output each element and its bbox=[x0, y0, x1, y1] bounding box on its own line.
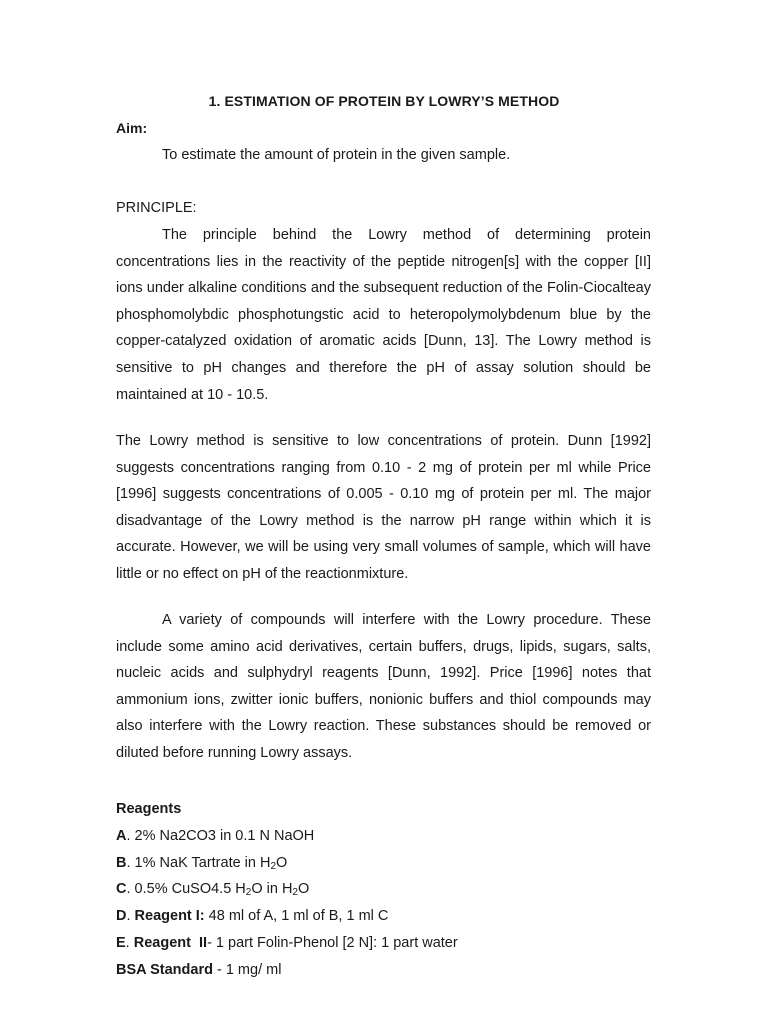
reagent-c-subscript-2: 2 bbox=[292, 887, 298, 899]
bsa-standard-label: BSA Standard bbox=[116, 961, 213, 978]
reagent-a-text: . 2% Na2CO3 in 0.1 N NaOH bbox=[126, 827, 315, 844]
reagent-a-label: A bbox=[116, 827, 127, 844]
reagent-e bbox=[116, 930, 651, 957]
reagent-d-name: Reagent I: bbox=[134, 908, 205, 925]
reagent-b bbox=[116, 850, 651, 877]
reagent-c bbox=[116, 876, 651, 903]
principle-paragraph-3 bbox=[116, 607, 651, 767]
principle-paragraph-2 bbox=[116, 428, 651, 588]
reagent-b-subscript: 2 bbox=[270, 860, 277, 872]
reagent-d-label: D bbox=[116, 908, 127, 925]
document-title: 1. ESTIMATION OF PROTEIN BY LOWRY’S METHOD bbox=[208, 93, 560, 109]
reagent-c-text: . 0.5% CuSO4.5 H bbox=[126, 881, 246, 898]
principle-paragraph-1 bbox=[116, 222, 651, 408]
bsa-standard bbox=[116, 957, 651, 984]
reagent-c-text-mid: O in H bbox=[251, 881, 293, 898]
reagent-b-text-end: O bbox=[276, 854, 288, 871]
reagents-heading: Reagents bbox=[116, 801, 182, 817]
principle-paragraph-2-text: The Lowry method is sensitive to low concentrations of protein. Dunn [1992] suggests concentrations ranging from 0.10 - 2 mg of protein per ml while Price [1996] suggests concentrations of 0.005 - 0.10 mg of protein per ml. The major disadvantage of the Lowry method is the narrow pH range within which it is accurate. However, we will be using very small volumes of sample, which will have little or no effect on pH of the reactionmixture. bbox=[116, 433, 651, 582]
reagent-d-sep: . bbox=[126, 908, 135, 925]
reagents-section bbox=[116, 796, 651, 984]
reagent-c-subscript-1: 2 bbox=[245, 887, 252, 899]
reagent-d bbox=[116, 903, 651, 930]
aim-label: Aim: bbox=[116, 120, 148, 136]
reagent-b-text: . 1% NaK Tartrate in H bbox=[126, 854, 271, 871]
principle-label: PRINCIPLE: bbox=[116, 200, 197, 216]
bsa-standard-text: - 1 mg/ ml bbox=[212, 961, 282, 978]
reagent-c-label: C bbox=[116, 881, 127, 898]
reagent-b-label: B bbox=[116, 854, 127, 871]
reagent-e-sep: . bbox=[125, 934, 134, 951]
reagent-e-label: E bbox=[116, 934, 126, 951]
aim-text: To estimate the amount of protein in the given sample. bbox=[162, 147, 511, 163]
reagent-c-text-end: O bbox=[297, 881, 310, 898]
reagent-e-text: - 1 part Folin-Phenol [2 N]: 1 part water bbox=[207, 934, 458, 951]
principle-paragraph-1-text: The principle behind the Lowry method of determining protein concentrations lies in the reactivity of the peptide nitrogen[s] with the copper [II] ions under alkaline conditions and the subsequent reduction of the Folin-Ciocalteay phosphomolybdic phosphotungstic acid to heteropolymolybdenum blue by the copper-catalyzed oxidation of aromatic acids [Dunn, 13]. The Lowry method is sensitive to pH changes and therefore the pH of assay solution should be maintained at 10 - 10.5. bbox=[116, 227, 651, 403]
reagent-e-name: Reagent II bbox=[133, 934, 208, 951]
reagent-a bbox=[116, 823, 651, 850]
principle-paragraph-3-text: A variety of compounds will interfere with the Lowry procedure. These include some amino acid derivatives, certain buffers, drugs, lipids, sugars, salts, nucleic acids and sulphydryl reagents [Dunn, 1992]. Price [1996] notes that ammonium ions, zwitter ionic buffers, nonionic buffers and thiol compounds may also interfere with the Lowry reaction. These substances should be removed or diluted before running Lowry assays. bbox=[116, 612, 651, 761]
reagent-d-text: 48 ml of A, 1 ml of B, 1 ml C bbox=[204, 908, 389, 925]
